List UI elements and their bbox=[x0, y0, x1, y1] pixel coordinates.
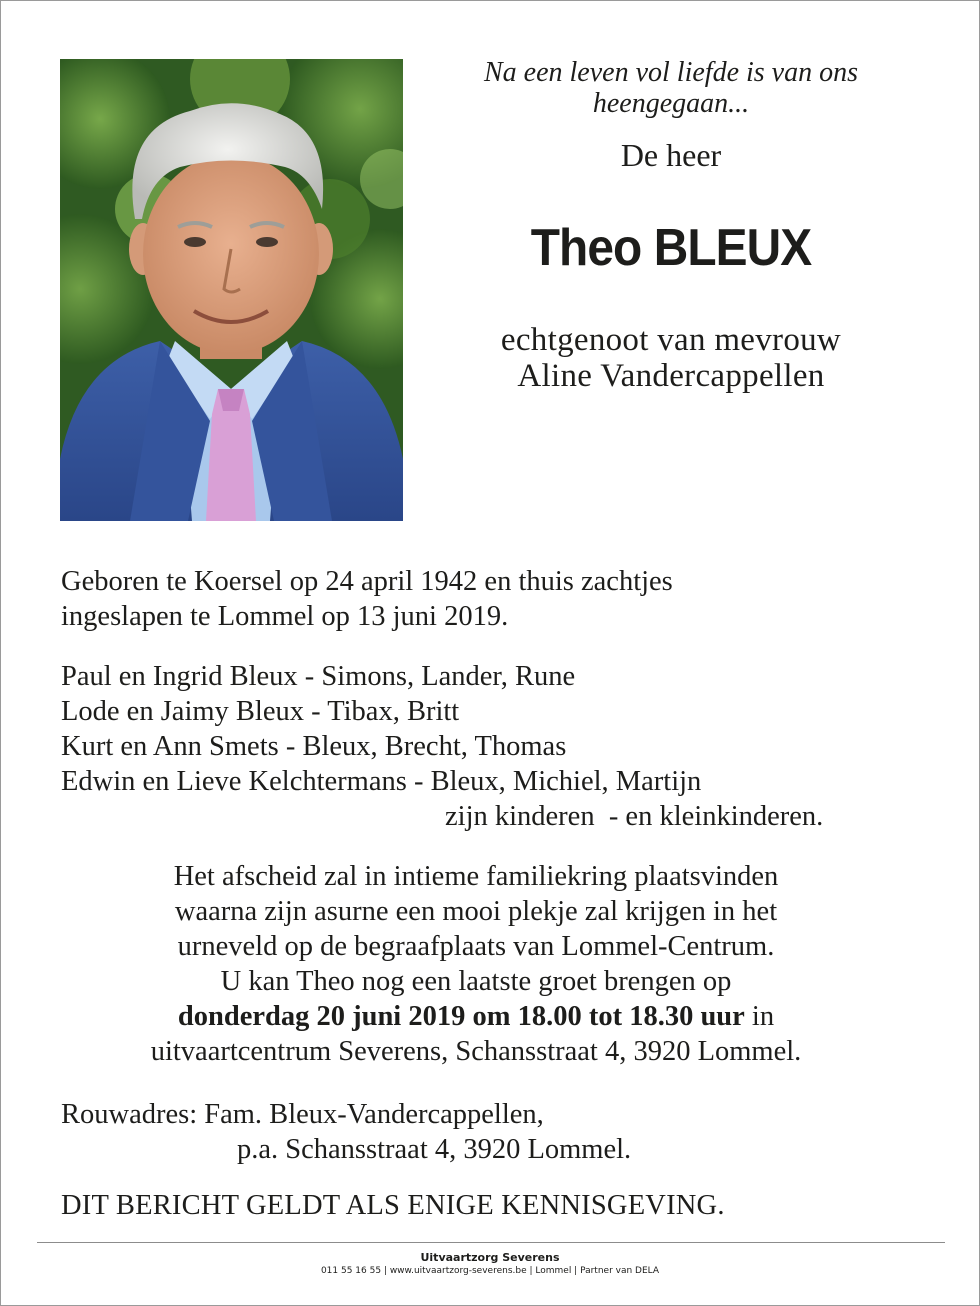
spouse-text bbox=[431, 322, 911, 394]
notice-text: DIT BERICHT GELDT ALS ENIGE KENNISGEVING. bbox=[61, 1190, 725, 1221]
family-list bbox=[61, 659, 931, 834]
birth-line: Geboren te Koersel op 24 april 1942 en thuis zachtjes bbox=[61, 566, 673, 597]
family-line: Lode en Jaimy Bleux - Tibax, Britt bbox=[61, 696, 460, 727]
spouse-line: echtgenoot van mevrouw bbox=[500, 322, 842, 358]
family-line: Paul en Ingrid Bleux - Simons, Lander, Rune bbox=[61, 661, 576, 692]
farewell-line: U kan Theo nog een laatste groet brengen op bbox=[220, 966, 732, 997]
portrait-photo bbox=[60, 59, 403, 521]
farewell-line: Het afscheid zal in intieme familiekring plaatsvinden bbox=[173, 861, 779, 892]
farewell-line: urneveld op de begraafplaats van Lommel-Centrum. bbox=[177, 931, 775, 962]
address-line: p.a. Schansstraat 4, 3920 Lommel. bbox=[237, 1134, 632, 1165]
family-line: Kurt en Ann Smets - Bleux, Brecht, Thomas bbox=[61, 731, 567, 762]
farewell-date-suffix: in bbox=[744, 1001, 775, 1032]
intro-line: heengegaan... bbox=[592, 88, 750, 119]
honorific-title: De heer bbox=[620, 137, 722, 173]
family-line: Edwin en Lieve Kelchtermans - Bleux, Michiel, Martijn bbox=[61, 766, 702, 797]
heading-block bbox=[431, 57, 911, 394]
farewell-line: uitvaartcentrum Severens, Schansstraat 4, 3920 Lommel. bbox=[150, 1036, 802, 1067]
intro-line: Na een leven vol liefde is van ons bbox=[484, 57, 858, 88]
footer-meta: 011 55 16 55 | www.uitvaartzorg-severens.be | Lommel | Partner van DELA bbox=[320, 1266, 660, 1276]
deceased-name: Theo BLEUX bbox=[530, 219, 812, 277]
farewell-date: donderdag 20 juni 2019 om 18.00 tot 18.30 uur bbox=[177, 1001, 745, 1032]
footer-divider bbox=[37, 1242, 945, 1243]
farewell-paragraph bbox=[31, 859, 921, 1069]
birth-line: ingeslapen te Lommel op 13 juni 2019. bbox=[61, 601, 509, 632]
spouse-line: Aline Vandercappellen bbox=[517, 358, 825, 394]
portrait-illustration bbox=[60, 59, 403, 521]
birth-paragraph bbox=[61, 564, 931, 634]
footer bbox=[1, 1251, 979, 1278]
mourning-address bbox=[61, 1097, 931, 1167]
address-line: Rouwadres: Fam. Bleux-Vandercappellen, bbox=[61, 1099, 544, 1130]
family-closing: zijn kinderen - en kleinkinderen. bbox=[445, 801, 824, 832]
intro-text bbox=[431, 57, 911, 119]
farewell-line: waarna zijn asurne een mooi plekje zal krijgen in het bbox=[174, 896, 778, 927]
farewell-date-line bbox=[31, 999, 921, 1034]
footer-brand: Uitvaartzorg Severens bbox=[420, 1251, 560, 1264]
